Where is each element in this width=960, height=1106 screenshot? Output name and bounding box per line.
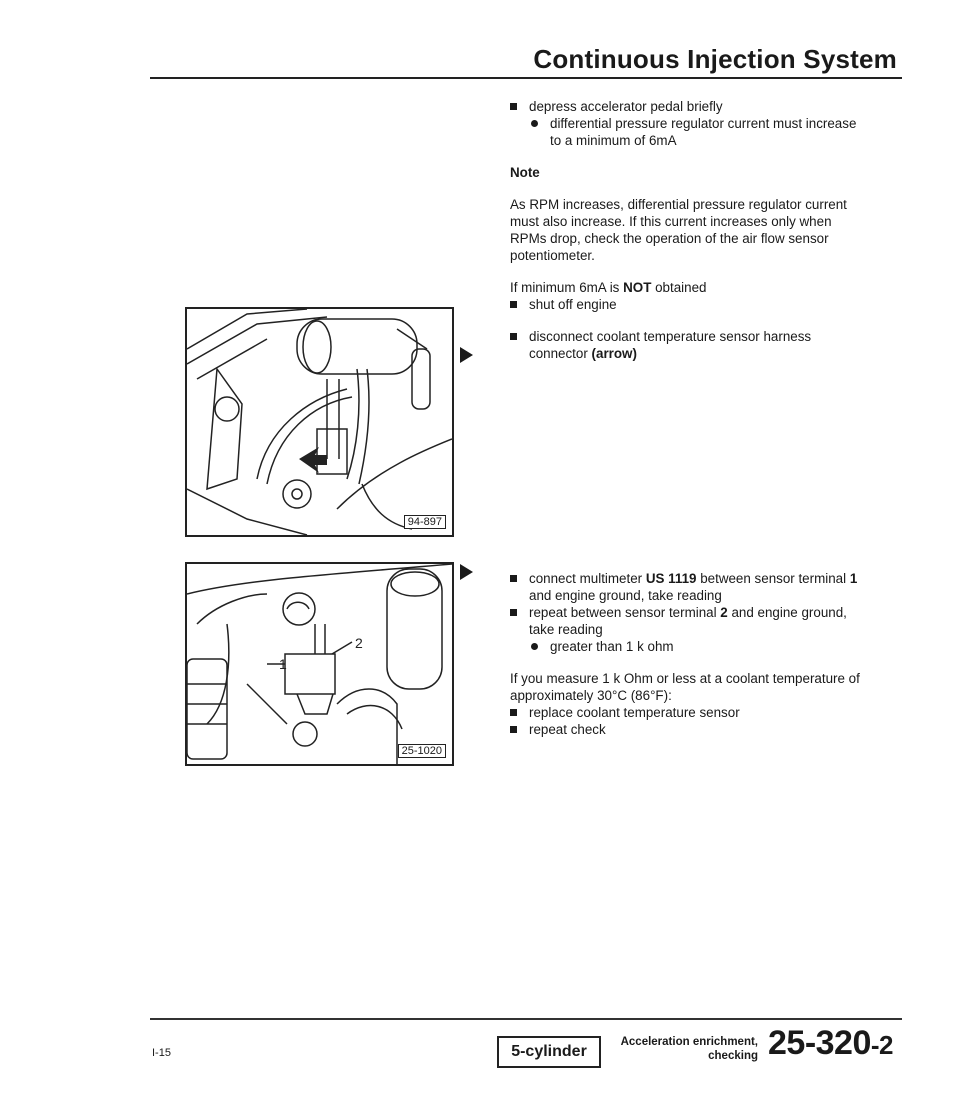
note-text: As RPM increases, differential pressure regulator current must also increase. If this current increases only when RPMs drop, check the operation of the air flow sensor potentiometer. (510, 197, 847, 263)
page-id: I-15 (152, 1047, 171, 1059)
figure-2-id: 25-1020 (398, 744, 446, 758)
terminal-1-label: 1 (279, 656, 287, 672)
section-1 (510, 98, 870, 362)
minimum-condition: If minimum 6mA is NOT obtained (510, 280, 707, 295)
engine-illustration-2 (187, 564, 452, 764)
note-label: Note (510, 165, 540, 180)
bullet-repeat-check: repeat check (510, 721, 870, 738)
measure-paragraph: If you measure 1 k Ohm or less at a coolant temperature of approximately 30°C (86°F): (510, 671, 860, 703)
figure-2-pointer-icon (460, 564, 473, 580)
bullet-replace: replace coolant temperature sensor (510, 704, 870, 721)
bullet-shut-off: shut off engine (510, 296, 870, 313)
footer-rule (150, 1018, 902, 1020)
header-rule (150, 77, 902, 79)
figure-coolant-sensor-connector (185, 307, 454, 537)
figure-sensor-terminals (185, 562, 454, 766)
bullet-repeat-terminal: repeat between sensor terminal 2 and engine ground, take reading (510, 604, 870, 638)
sub-bullet-greater: greater than 1 k ohm (510, 638, 870, 655)
cylinder-badge: 5-cylinder (497, 1036, 601, 1068)
page-number: 25-320-2 (768, 1024, 893, 1062)
terminal-2-label: 2 (355, 635, 363, 651)
engine-illustration-1 (187, 309, 452, 535)
bullet-depress: depress accelerator pedal briefly (510, 98, 870, 115)
page-title: Continuous Injection System (533, 44, 897, 74)
topic-label: Acceleration enrichment, checking (620, 1036, 758, 1062)
section-2 (510, 570, 870, 738)
figure-1-id: 94-897 (404, 515, 446, 529)
figure-1-pointer-icon (460, 347, 473, 363)
bullet-disconnect: disconnect coolant temperature sensor harness connector (arrow) (510, 328, 870, 362)
bullet-connect: connect multimeter US 1119 between sensor terminal 1 and engine ground, take reading (510, 570, 870, 604)
sub-bullet-current: differential pressure regulator current must increase to a minimum of 6mA (510, 115, 870, 149)
